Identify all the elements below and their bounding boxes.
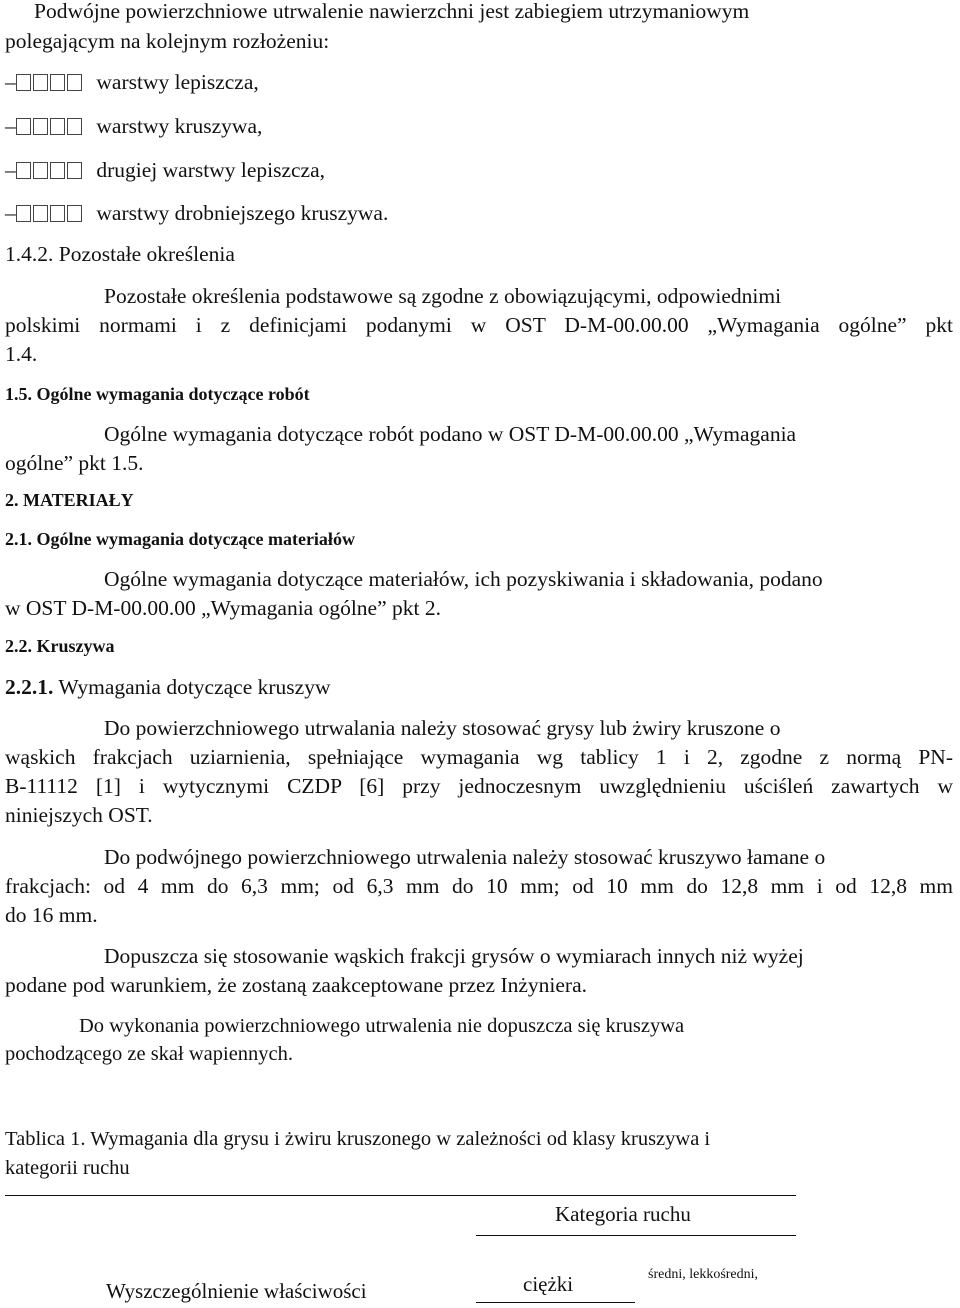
table-group-rule <box>476 1235 796 1236</box>
missing-glyph-icon <box>50 205 65 222</box>
paragraph-line: Do podwójnego powierzchniowego utrwalenia należy stosować kruszywo łamane o <box>104 845 826 869</box>
missing-glyph-icon <box>33 74 48 91</box>
paragraph-line: polskimi normami i z definicjami podanymi w OST D-M-00.00.00 „Wymagania ogólne” pkt <box>5 313 953 337</box>
missing-glyph-icon <box>16 162 31 179</box>
table-header-other: średni, lekkośredni, <box>648 1267 759 1282</box>
paragraph-line: do 16 mm. <box>5 903 98 927</box>
missing-glyph-icon <box>67 162 82 179</box>
missing-glyph-icon <box>33 205 48 222</box>
bullet-item <box>5 114 262 139</box>
bullet-text: warstwy drobniejszego kruszywa. <box>96 201 389 225</box>
bullet-text: warstwy kruszywa, <box>96 114 263 138</box>
bullet-item <box>5 70 259 95</box>
paragraph-line: Dopuszcza się stosowanie wąskich frakcji grysów o wymiarach innych niż wyżej <box>104 944 804 968</box>
missing-glyph-icon <box>16 205 31 222</box>
bullet-marker: – <box>5 201 91 226</box>
bullet-item <box>5 158 325 183</box>
section-title: Wymagania dotyczące kruszyw <box>58 675 331 699</box>
paragraph-line: Pozostałe określenia podstawowe są zgodne z obowiązującymi, odpowiednimi <box>104 284 782 308</box>
missing-glyph-icon <box>67 74 82 91</box>
missing-glyph-icon <box>50 118 65 135</box>
missing-glyph-icon <box>33 162 48 179</box>
bullet-text: drugiej warstwy lepiszcza, <box>96 158 326 182</box>
paragraph-line: w OST D-M-00.00.00 „Wymagania ogólne” pkt 2. <box>5 596 441 620</box>
section-heading-1-4-2: 1.4.2. Pozostałe określenia <box>5 242 235 266</box>
table-caption-line-1: Tablica 1. Wymagania dla grysu i żwiru kruszonego w zależności od klasy kruszywa i <box>5 1128 711 1150</box>
missing-glyph-icon <box>67 118 82 135</box>
missing-glyph-icon <box>33 118 48 135</box>
paragraph-line: Ogólne wymagania dotyczące materiałów, ich pozyskiwania i składowania, podano <box>104 567 823 591</box>
section-heading-1-5: 1.5. Ogólne wymagania dotyczące robót <box>5 384 310 404</box>
intro-line-2: polegającym na kolejnym rozłożeniu: <box>5 29 330 53</box>
bullet-item <box>5 201 388 226</box>
bullet-marker: – <box>5 158 91 183</box>
intro-line-1: Podwójne powierzchniowe utrwalenie nawierzchni jest zabiegiem utrzymaniowym <box>34 0 750 23</box>
paragraph-line: Do powierzchniowego utrwalania należy stosować grysy lub żwiry kruszone o <box>104 716 781 740</box>
table-subcol-rule <box>476 1302 635 1303</box>
paragraph-line: frakcjach: od 4 mm do 6,3 mm; od 6,3 mm do 10 mm; od 10 mm do 12,8 mm i od 12,8 mm <box>5 874 953 898</box>
missing-glyph-icon <box>16 74 31 91</box>
table-top-rule <box>5 1195 796 1196</box>
paragraph-line: 1.4. <box>5 342 38 366</box>
section-heading-2-1: 2.1. Ogólne wymagania dotyczące materiałów <box>5 529 355 549</box>
section-heading-2: 2. MATERIAŁY <box>5 490 134 510</box>
missing-glyph-icon <box>50 162 65 179</box>
missing-glyph-icon <box>16 118 31 135</box>
paragraph-line: pochodzącego ze skał wapiennych. <box>5 1043 294 1065</box>
paragraph-line: podane pod warunkiem, że zostaną zaakceptowane przez Inżyniera. <box>5 973 587 997</box>
section-heading-2-2-1 <box>5 675 330 700</box>
table-header-property: Wyszczególnienie właściwości <box>106 1279 367 1303</box>
paragraph-line: Do wykonania powierzchniowego utrwalenia nie dopuszcza się kruszywa <box>79 1015 685 1037</box>
table-caption-line-2: kategorii ruchu <box>5 1157 130 1179</box>
bullet-text: warstwy lepiszcza, <box>96 70 259 94</box>
section-number: 2.2.1. <box>5 675 54 699</box>
paragraph-line: Ogólne wymagania dotyczące robót podano w OST D-M-00.00.00 „Wymagania <box>104 422 797 446</box>
paragraph-line: B-11112 [1] i wytycznymi CZDP [6] przy jednoczesnym uwzględnieniu uściśleń zawartych w <box>5 774 953 798</box>
missing-glyph-icon <box>50 74 65 91</box>
missing-glyph-icon <box>67 205 82 222</box>
section-heading-2-2: 2.2. Kruszywa <box>5 636 115 656</box>
paragraph-line: niniejszych OST. <box>5 803 153 827</box>
bullet-marker: – <box>5 70 91 95</box>
table-header-heavy: ciężki <box>523 1272 574 1296</box>
paragraph-line: wąskich frakcjach uziarnienia, spełniające wymagania wg tablicy 1 i 2, zgodne z normą PN- <box>5 745 953 769</box>
table-header-group: Kategoria ruchu <box>555 1202 691 1226</box>
bullet-marker: – <box>5 114 91 139</box>
paragraph-line: ogólne” pkt 1.5. <box>5 451 144 475</box>
